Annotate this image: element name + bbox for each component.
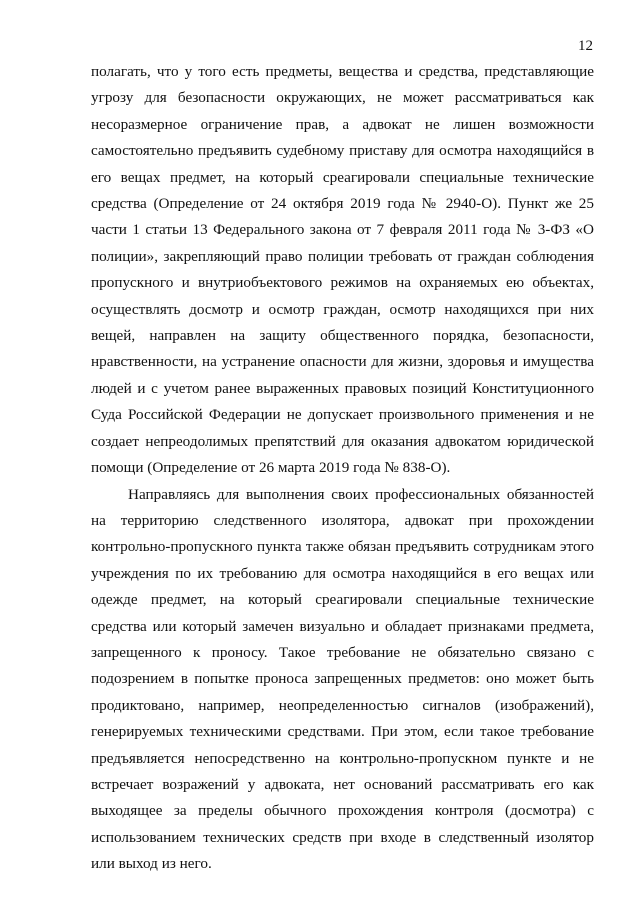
document-body [91,59,594,878]
paragraph-sizo-checkpoint: Направляясь для выполнения своих профессиональных обязанностей на территорию следственного изолятора, адвокат при прохождении контрольно-пропускного пункта также обязан предъявить сотрудникам этого учреждения по их требованию для осмотра находящийся в его вещах или одежде предмет, на который среагировали специальные технические средства или который замечен визуально и обладает признаками предмета, запрещенного к проносу. Такое требование не обязательно связано с подозрением в попытке проноса запрещенных предметов: оно может быть продиктовано, например, неопределенностью сигналов (изображений), генерируемых техническими средствами. При этом, если такое требование предъявляется непосредственно на контрольно-пропускном пункте и не встречает возражений у адвоката, нет оснований рассматривать его как выходящее за пределы обычного прохождения контроля (досмотра) с использованием технических средств при входе в следственный изолятор или выход из него. [91,485,594,873]
page-number: 12 [578,38,593,54]
paragraph-continued: полагать, что у того есть предметы, вещества и средства, представляющие угрозу для безопасности окружающих, не может рассматриваться как несоразмерное ограничение прав, а адвокат не лишен возможности самостоятельно предъявить судебному приставу для осмотра находящийся в его вещах предмет, на который среагировали специальные технические средства (Определение от 24 октября 2019 года № 2940-О). Пункт же 25 части 1 статьи 13 Федерального закона от 7 февраля 2011 года № 3-ФЗ «О полиции», закрепляющий право полиции требовать от граждан соблюдения пропускного и внутриобъектового режимов на охраняемых ею объектах, осуществлять досмотр и осмотр граждан, осмотр находящихся при них вещей, направлен на защиту общественного порядка, безопасности, нравственности, на устранение опасности для жизни, здоровья и имущества людей и с учетом ранее выраженных правовых позиций Конституционного Суда Российской Федерации не допускает произвольного применения и не создает непреодолимых препятствий для оказания адвокатом юридической помощи (Определение от 26 марта 2019 года № 838-О). [91,63,594,477]
